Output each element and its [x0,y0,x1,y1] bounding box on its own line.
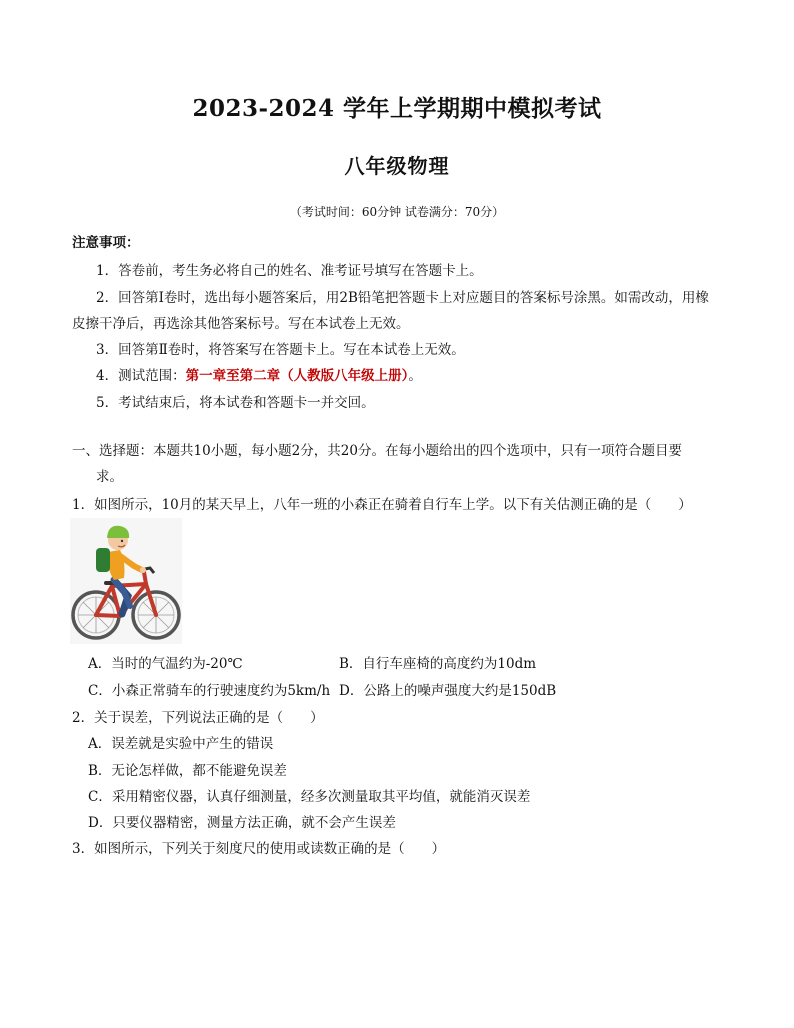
question-1-stem: 1．如图所示，10月的某天早上，八年一班的小森正在骑着自行车上学。以下有关估测正确的是（ ） [72,497,692,513]
notice-item-4-suffix: 。 [408,368,422,384]
notice-item-1: 1．答卷前，考生务必将自己的姓名、准考证号填写在答题卡上。 [96,263,483,279]
notice-item-2-continued: 皮擦干净后，再选涂其他答案标号。写在本试卷上无效。 [72,316,410,332]
q1-option-d: D．公路上的噪声强度大约是150dB [339,683,557,699]
cyclist-illustration-icon [70,518,182,644]
question-2-stem: 2．关于误差，下列说法正确的是（ ） [72,710,324,726]
notice-item-3: 3．回答第Ⅱ卷时，将答案写在答题卡上。写在本试卷上无效。 [96,342,465,358]
page-title: 2023-2024 学年上学期期中模拟考试 [192,95,602,122]
section-heading-continued: 求。 [96,469,123,485]
notice-item-4-prefix: 4．测试范围： [96,368,186,384]
q2-option-b: B．无论怎样做，都不能避免误差 [88,763,287,779]
q1-option-b: B．自行车座椅的高度约为10dm [339,656,537,672]
section-heading: 一、选择题：本题共10小题，每小题2分，共20分。在每小题给出的四个选项中，只有一项符合题目要 [72,443,682,459]
test-range-highlight: 第一章至第二章（人教版八年级上册） [185,368,409,384]
q1-option-a: A．当时的气温约为-20℃ [88,656,243,672]
q2-option-c: C．采用精密仪器，认真仔细测量，经多次测量取其平均值，就能消灭误差 [88,789,531,805]
notice-heading: 注意事项： [72,235,140,251]
exam-info: （考试时间：60分钟 试卷满分：70分） [289,205,505,219]
notice-item-5: 5．考试结束后，将本试卷和答题卡一并交回。 [96,395,375,411]
question-3-stem: 3．如图所示，下列关于刻度尺的使用或读数正确的是（ ） [72,841,446,857]
q1-option-c: C．小森正常骑车的行驶速度约为5km/h [88,683,331,699]
page-subtitle: 八年级物理 [344,154,450,178]
q2-option-d: D．只要仪器精密，测量方法正确，就不会产生误差 [88,815,396,831]
notice-item-2: 2．回答第Ⅰ卷时，选出每小题答案后，用2B铅笔把答题卡上对应题目的答案标号涂黑。如需改动，用橡 [96,290,709,306]
notice-item-4 [96,364,422,384]
q2-option-a: A．误差就是实验中产生的错误 [88,736,274,752]
